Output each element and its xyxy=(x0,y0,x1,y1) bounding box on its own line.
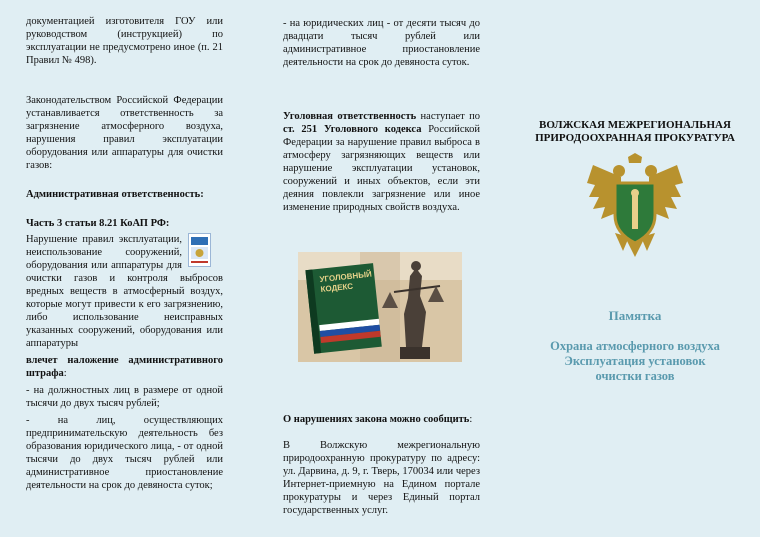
violation-text: Нарушение правил эксплуатации, неиспользование сооружений, оборудования или аппаратуры для очистки газов и контроля выбросов вредных веществ в атмосферный воздух, которые могут привести к его загрязнению, либо использование неисправных указанных сооружений, оборудования или аппаратуры xyxy=(26,234,223,349)
topic-line-3: очистки газов xyxy=(595,369,675,383)
admin-liability-heading: Административная ответственность: xyxy=(26,189,204,200)
criminal-code-article: ст. 251 Уголовного кодекса xyxy=(283,124,422,135)
pamyatka-title: Памятка xyxy=(608,308,662,323)
criminal-liability-paragraph xyxy=(283,110,480,214)
justice-statue-icon xyxy=(298,252,462,362)
column-middle xyxy=(283,0,480,214)
fine-legal-entities: - на юридических лиц - от десяти тысяч до двадцати тысяч рублей или административное приостановление деятельности на срок до девяноста суток. xyxy=(283,18,480,68)
criminal-liability-bold: Уголовная ответственность xyxy=(283,111,417,122)
book-title: УГОЛОВНЫЙ КОДЕКС xyxy=(319,269,373,294)
fine-entrepreneurs: - на лиц, осуществляющих предпринимательскую деятельность без образования юридического лица, - от одной тысячи до двух тысяч рублей или административное приостановление деятельности на срок до девяноста суток; xyxy=(26,415,223,491)
report-heading-text: О нарушениях закона можно сообщить xyxy=(283,414,470,425)
report-heading-colon: : xyxy=(469,414,473,425)
koap-article-heading: Часть 3 статьи 8.21 КоАП РФ: xyxy=(26,218,170,229)
koap-book-icon xyxy=(188,233,211,267)
criminal-liability-rest: Российской Федерации за нарушение правил выброса в атмосферу загрязняющих веществ или нарушение эксплуатации установок, сооружений и иных объектов, если эти деяния повлекли загрязнение или иное изменение природных свойств воздуха. xyxy=(283,124,480,213)
column-left xyxy=(26,0,223,492)
prosecutor-emblem xyxy=(585,153,685,261)
topic-line-2: Эксплуатация установок xyxy=(564,354,706,368)
report-heading xyxy=(283,413,480,426)
fine-heading xyxy=(26,354,223,380)
organization-line-1: ВОЛЖСКАЯ МЕЖРЕГИОНАЛЬНАЯ xyxy=(539,119,731,131)
organization-name xyxy=(510,119,760,145)
fine-heading-colon: : xyxy=(63,368,67,379)
criminal-liability-mid: наступает по xyxy=(416,111,480,122)
double-headed-eagle-icon xyxy=(585,153,685,261)
leaflet-topic xyxy=(510,339,760,384)
report-block xyxy=(283,413,480,517)
column-right xyxy=(510,0,760,383)
criminal-code-image xyxy=(298,252,462,362)
topic-line-1: Охрана атмосферного воздуха xyxy=(550,339,720,353)
rules-continuation: документацией изготовителя ГОУ или руководством (инструкцией) по эксплуатации не предусмотрено иное (п. 21 Правил № 498). xyxy=(26,16,223,66)
violation-block xyxy=(26,233,223,350)
fine-officials: - на должностных лиц в размере от одной тысячи до двух тысяч рублей; xyxy=(26,385,223,409)
legislation-paragraph: Законодательством Российской Федерации устанавливается ответственность за загрязнение атмосферного воздуха, нарушения правил эксплуатации оборудования или аппаратуры для очистки газов: xyxy=(26,95,223,171)
organization-line-2: ПРИРОДООХРАННАЯ ПРОКУРАТУРА xyxy=(535,132,735,144)
fine-heading-text: влечет наложение административного штрафа xyxy=(26,355,223,379)
prosecutor-address: В Волжскую межрегиональную природоохранную прокуратуру по адресу: ул. Дарвина, д. 9, г. Тверь, 170034 или через Интернет-приемную на Едином портале прокуратуры и через Единый портал государственных услуг. xyxy=(283,440,480,516)
